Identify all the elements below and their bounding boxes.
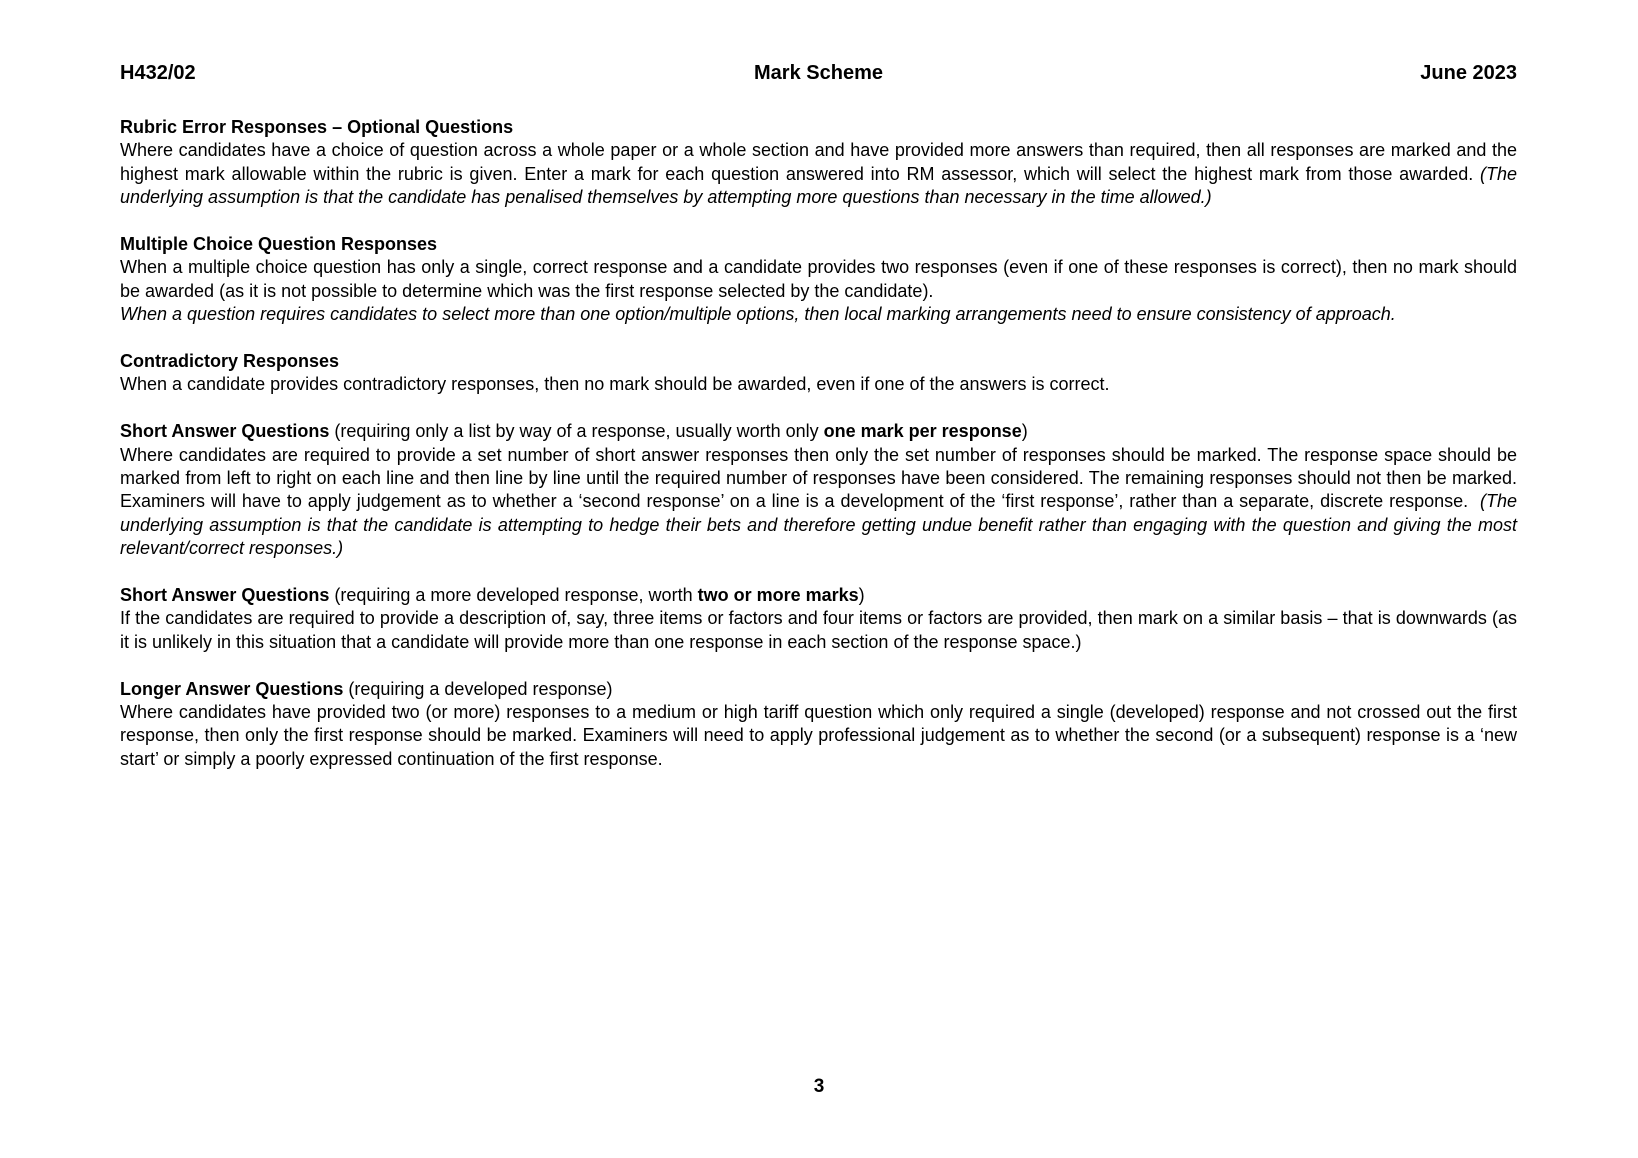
text-run: two or more marks	[697, 585, 859, 606]
text-run: Short Answer Questions	[120, 421, 330, 442]
section-paragraph	[120, 444, 1517, 561]
text-run: (The underlying assumption is that the candidate is attempting to hedge their bets and therefore getting undue benefit rather than engaging with the question and giving the most relevant/correct responses.)	[120, 491, 1517, 559]
section-heading	[120, 233, 1517, 256]
header-date: June 2023	[1420, 62, 1518, 84]
text-run: (requiring a more developed response, worth	[329, 585, 698, 606]
text-run: Where candidates have a choice of question across a whole paper or a whole section and have provided more answers than required, then all responses are marked and the highest mark allowable within the rubric is given. Enter a mark for each question answered into RM assessor, which will select the highest mark from those awarded.	[120, 140, 1517, 184]
text-run: (requiring a developed response)	[343, 678, 613, 699]
text-run: Short Answer Questions	[120, 585, 330, 606]
text-run: Where candidates have provided two (or more) responses to a medium or high tariff question which only required a single (developed) response and not crossed out the first response, then only the first response should be marked. Examiners will need to apply professional judgement as to whether the second (or a subsequent) response is a ‘new start’ or simply a poorly expressed continuation of the first response.	[120, 702, 1517, 769]
text-run: Where candidates are required to provide a set number of short answer responses then only the set number of responses should be marked. The response space should be marked from left to right on each line and then line by line until the required number of responses have been considered. The remaining responses should not then be marked. Examiners will have to apply judgement as to whether a ‘second response’ on a line is a development of the ‘first response’, rather than a separate, discrete response.	[120, 444, 1517, 512]
document-body	[120, 116, 1517, 771]
text-run: Contradictory Responses	[120, 351, 340, 372]
section-paragraph	[120, 139, 1517, 209]
page-footer	[0, 1075, 1638, 1098]
page-header	[120, 62, 1517, 85]
document-section	[120, 350, 1517, 397]
section-paragraph	[120, 303, 1517, 326]
header-title: Mark Scheme	[754, 62, 883, 84]
text-run: When a candidate provides contradictory responses, then no mark should be awarded, even if one of the answers is correct.	[120, 374, 1110, 395]
document-section	[120, 678, 1517, 772]
section-heading	[120, 678, 1517, 701]
text-run: Longer Answer Questions	[120, 678, 344, 699]
text-run: (requiring only a list by way of a response, usually worth only	[329, 421, 824, 442]
text-run: )	[858, 585, 865, 606]
text-run: )	[1021, 421, 1028, 442]
text-run: If the candidates are required to provide a description of, say, three items or factors and four items or factors are provided, then mark on a similar basis – that is downwards (as it is unlikely in this situation that a candidate will provide more than one response in each section of the response space.)	[120, 608, 1517, 652]
page-number: 3	[813, 1076, 825, 1097]
section-heading	[120, 420, 1517, 443]
text-run: (The underlying assumption is that the candidate has penalised themselves by attempting more questions than necessary in the time allowed.)	[120, 163, 1517, 208]
section-paragraph	[120, 607, 1517, 654]
sections	[120, 116, 1517, 771]
header-paper-code: H432/02	[120, 62, 196, 84]
text-run: Multiple Choice Question Responses	[120, 234, 438, 255]
document-section	[120, 420, 1517, 560]
section-heading	[120, 584, 1517, 607]
text-run: When a question requires candidates to select more than one option/multiple options, then local marking arrangements need to ensure consistency of approach.	[120, 304, 1396, 325]
text-run: When a multiple choice question has only a single, correct response and a candidate provides two responses (even if one of these responses is correct), then no mark should be awarded (as it is not possible to determine which was the first response selected by the candidate).	[120, 257, 1517, 301]
section-heading	[120, 116, 1517, 139]
section-paragraph	[120, 701, 1517, 771]
section-heading	[120, 350, 1517, 373]
document-section	[120, 233, 1517, 327]
section-paragraph	[120, 256, 1517, 303]
document-section	[120, 116, 1517, 210]
text-run: one mark per response	[823, 421, 1022, 442]
text-run: Rubric Error Responses – Optional Questions	[120, 117, 514, 137]
section-paragraph	[120, 373, 1517, 396]
document-section	[120, 584, 1517, 654]
